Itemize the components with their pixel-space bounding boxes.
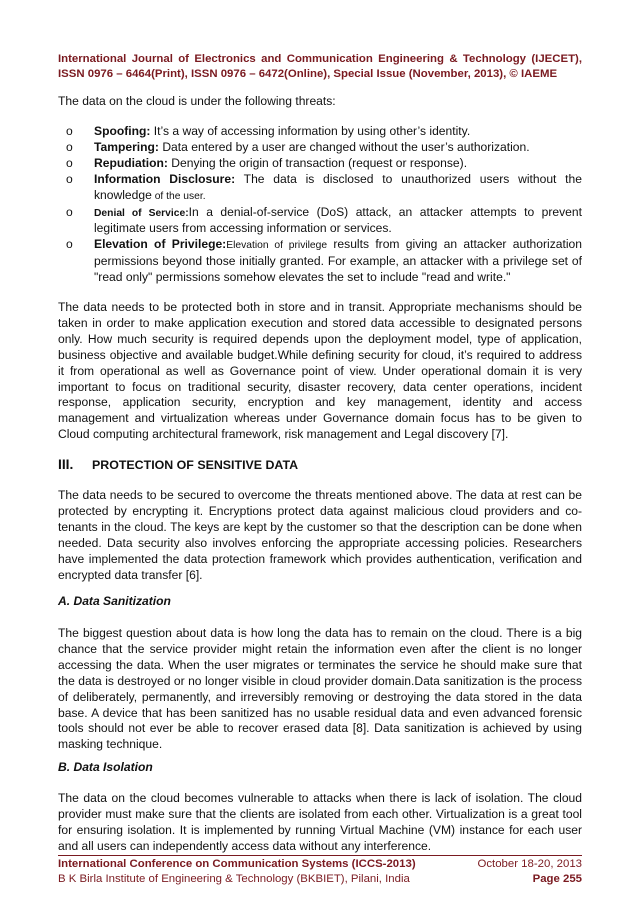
footer-page-number: Page 255 <box>532 873 582 885</box>
subsection-heading-data-isolation: B. Data Isolation <box>58 760 153 774</box>
threat-item-elevation-of-privilege <box>66 237 582 286</box>
section-title: PROTECTION OF SENSITIVE DATA <box>92 458 299 472</box>
threat-term: Denial of Service: <box>94 207 189 219</box>
threats-intro: The data on the cloud is under the following threats: <box>58 94 336 108</box>
bullet-icon: o <box>66 237 73 252</box>
threat-item-information-disclosure <box>66 172 582 205</box>
threat-item-tampering <box>66 140 582 156</box>
threat-desc: In a denial-of-service (DoS) attack, an attacker attempts to prevent legitimate users from accessing information or services. <box>94 204 582 236</box>
bullet-icon: o <box>66 204 73 219</box>
paragraph-data-sanitization: The biggest question about data is how long the data has to remain on the cloud. There is a big chance that the service provider might retain the information even after the client is no longer accessing the data. When the user migrates or terminates the service he should make sure that the data is destroyed or no longer visible in cloud provider domain.Data sanitization is the process of deliberately, permanently, and irreversibly removing or destroying the data stored in the data base. A device that has been sanitized has no usable residual data and even advanced forensic tools should not ever be able to recover erased data [8]. Data sanitization is achieved by using masking technique. <box>58 626 582 752</box>
threat-term: Spoofing: <box>94 124 151 138</box>
threat-item-repudiation <box>66 156 582 172</box>
footer-divider <box>58 855 582 856</box>
journal-header-line1: International Journal of Electronics and Communication Engineering & Technology (IJECET), <box>58 53 582 65</box>
bullet-icon: o <box>66 139 73 154</box>
threat-desc-lead: Elevation of privilege <box>226 240 328 252</box>
threat-term: Repudiation: <box>94 155 168 170</box>
threat-item-spoofing <box>66 124 582 140</box>
subsection-heading-data-sanitization: A. Data Sanitization <box>58 594 171 608</box>
bullet-icon: o <box>66 124 73 138</box>
journal-header-line2: ISSN 0976 – 6464(Print), ISSN 0976 – 6472(Online), Special Issue (November, 2013), © IAEME <box>58 68 558 80</box>
paragraph-security-requirements: The data needs to be protected both in store and in transit. Appropriate mechanisms should be taken in order to make application execution and stored data accessible to designated persons only. How much security is required depends upon the deployment model, type of application, business objective and available budget.While defining security for cloud, it’s required to address it from operational as well as Governance point of view. Under operational domain it is very important to focus on traditional security, disaster recovery, data center operations, incident response, application security, encryption and key management, identity and access management and virtualization whereas under Governance domain focus has to be given to Cloud computing architectural framework, risk management and Legal discovery [7]. <box>58 300 582 442</box>
threat-desc-tail: of the user. <box>151 190 206 202</box>
footer-row-2 <box>58 872 582 887</box>
page-footer <box>58 857 582 887</box>
paragraph-data-protection: The data needs to be secured to overcome the threats mentioned above. The data at rest can be protected by encrypting it. Encryptions protect data against malicious cloud providers and co-tenants in the cloud. The keys are kept by the customer so that the description can be done when needed. Data security also involves enforcing the appropriate accessing policies. Researchers have implemented the data protection framework which provides authentication, verification and encrypted data transfer [6]. <box>58 488 582 582</box>
threat-desc: The data is disclosed to unauthorized users without the knowledge <box>94 171 582 202</box>
threat-list <box>66 124 582 286</box>
bullet-icon: o <box>66 155 73 170</box>
footer-institute: B K Birla Institute of Engineering & Technology (BKBIET), Pilani, India <box>58 873 410 885</box>
threat-desc: Denying the origin of transaction (request or response). <box>167 155 468 170</box>
threat-item-denial-of-service <box>66 205 582 238</box>
footer-conference: International Conference on Communication Systems (ICCS-2013) <box>58 858 416 870</box>
threat-term: Information Disclosure: <box>94 171 236 186</box>
threat-term: Tampering: <box>94 139 159 154</box>
footer-row-1 <box>58 857 582 872</box>
bullet-icon: o <box>66 171 73 186</box>
threat-term: Elevation of Privilege: <box>94 237 227 252</box>
section-number: III. <box>58 457 74 472</box>
threat-desc: results from giving an attacker authorization permissions beyond those initially granted. For example, an attacker with a privilege set of "read only" permissions somehow elevates the set to include "read and write." <box>94 237 582 285</box>
journal-header <box>58 52 582 82</box>
paragraph-data-isolation: The data on the cloud becomes vulnerable to attacks when there is lack of isolation. The cloud provider must make sure that the clients are isolated from each other. Virtualization is a great tool for ensuring isolation. It is implemented by running Virtual Machine (VM) instance for each user and all users can independently access data without any interference. <box>58 791 582 853</box>
section-heading <box>58 457 298 472</box>
footer-dates: October 18-20, 2013 <box>477 858 582 870</box>
threat-desc: It’s a way of accessing information by using other’s identity. <box>150 124 471 138</box>
threat-desc: Data entered by a user are changed without the user’s authorization. <box>158 139 530 154</box>
